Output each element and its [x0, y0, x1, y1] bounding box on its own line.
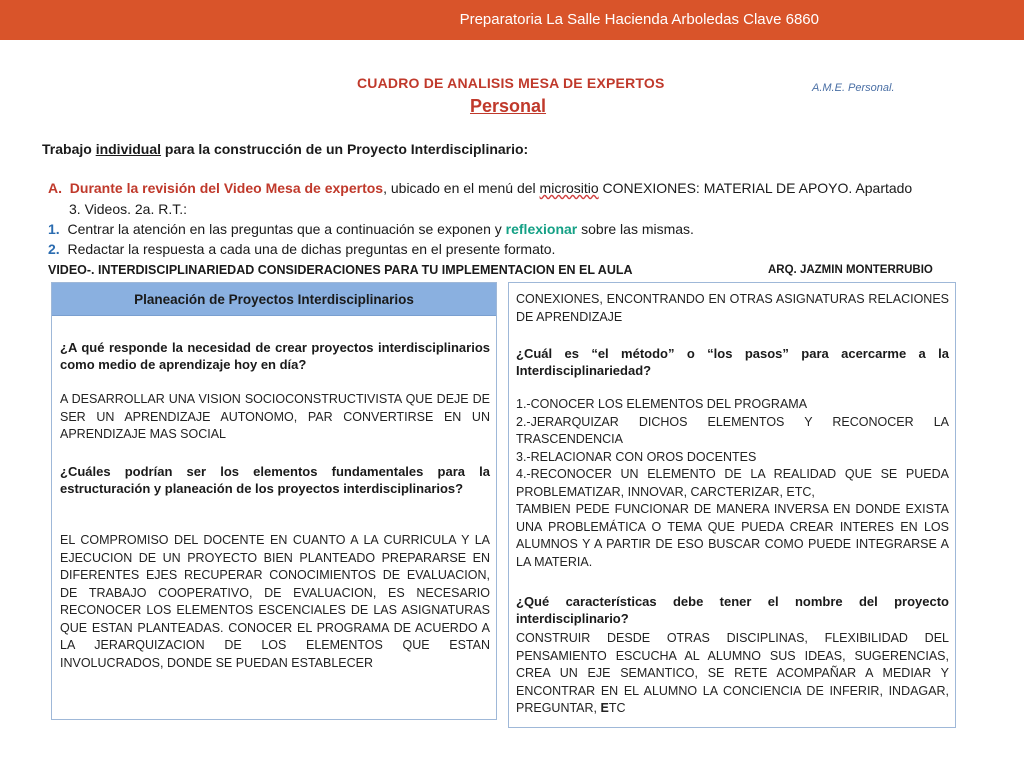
banner-title: Preparatoria La Salle Hacienda Arboledas Clave 6860	[459, 11, 819, 28]
answer-2: EL COMPROMISO DEL DOCENTE EN CUANTO A LA CURRICULA Y LA EJECUCION DE UN PROYECTO BIEN PLANTEADO PREPARARSE EN DIFERENTES EJES RECUPERAR CONOCIMIENTOS DE EVALUACION, DE TRABAJO COOPERATIVO, DE EVALUACION, ES NECESARIO RECONOCER LOS ELEMENTOS ESCENCIALES DE LAS ASIGNATURAS QUE ESTAN PLANTEADAS. CONOCER EL PROGRAMA DE ACUERDO A LA JERARQUIZACION DE LOS ELEMENTOS QUE ESTAN INVOLUCRADOS, DONDE SE PUEDAN ESTABLECER	[60, 533, 490, 670]
instruction-a: A. Durante la revisión del Video Mesa de expertos, ubicado en el menú del micrositio CONEXIONES: MATERIAL DE APOYO. Apartado	[48, 180, 913, 196]
answer-3-note: TAMBIEN PEDE FUNCIONAR DE MANERA INVERSA EN DONDE EXISTA UNA PROBLEMÁTICA O TEMA QUE PUEDA CREAR INTERES EN LOS ALUMNOS Y A PARTIR DE ESO BUSCAR COMO PUEDE INTEGRARSE A LA MATERIA.	[516, 502, 949, 569]
instruction-a-line2: 3. Videos. 2a. R.T.:	[69, 201, 188, 217]
answer-4: CONSTRUIR DESDE OTRAS DISCIPLINAS, FLEXIBILIDAD DEL PENSAMIENTO ESCUCHA AL ALUMNO SUS IDEAS, SUGERENCIAS, CREA UN EJE SEMANTICO, SE RETE ACOMPAÑAR A MEDIAR Y ENCONTRAR EN EL ALUMNO LA CONCIENCIA DE INFERIR, INDAGAR, PREGUNTAR, ETC	[516, 631, 949, 715]
answer-3-step-1: 1.-CONOCER LOS ELEMENTOS DEL PROGRAMA	[516, 397, 808, 411]
question-4: ¿Qué características debe tener el nombre del proyecto interdisciplinario?	[516, 594, 949, 626]
answer-3-step-2: 2.-JERARQUIZAR DICHOS ELEMENTOS Y RECONOCER LA TRASCENDENCIA	[516, 414, 949, 446]
right-column	[508, 282, 956, 728]
video-title: VIDEO-. INTERDISCIPLINARIEDAD CONSIDERACIONES PARA TU IMPLEMENTACION EN EL AULA	[48, 263, 633, 277]
video-author: ARQ. JAZMIN MONTERRUBIO	[768, 264, 933, 276]
top-banner	[0, 0, 1024, 40]
question-2: ¿Cuáles podrían ser los elementos fundamentales para la estructuración y planeación de los proyectos interdisciplinarios?	[60, 464, 490, 496]
document-subtitle: Personal	[470, 96, 547, 116]
left-column	[51, 282, 497, 720]
answer-3-step-4: 4.-RECONOCER UN ELEMENTO DE LA REALIDAD QUE SE PUEDA PROBLEMATIZAR, INNOVAR, CARCTERIZAR, ETC,	[516, 467, 949, 499]
document-title: CUADRO DE ANALISIS MESA DE EXPERTOS	[357, 75, 665, 91]
instruction-1: 1. Centrar la atención en las preguntas que a continuación se exponen y reflexionar sobre las mismas.	[48, 221, 694, 237]
answer-3	[516, 396, 949, 571]
answer-3-step-3: 3.-RELACIONAR CON OROS DOCENTES	[516, 449, 757, 464]
corner-note: A.M.E. Personal.	[812, 82, 895, 94]
answer-1: A DESARROLLAR UNA VISION SOCIOCONSTRUCTIVISTA QUE DEJE DE SER UN APRENDIZAJE AUTONOMO, PAR CONVERTIRSE EN UN APRENDIZAJE MAS SOCIAL	[60, 392, 490, 441]
question-1: ¿A qué responde la necesidad de crear proyectos interdisciplinarios como medio de aprendizaje hoy en día?	[60, 340, 490, 372]
section-heading: Trabajo individual para la construcción de un Proyecto Interdisciplinario:	[42, 141, 529, 157]
question-3: ¿Cuál es “el método” o “los pasos” para acercarme a la Interdisciplinariedad?	[516, 346, 949, 378]
left-column-header: Planeación de Proyectos Interdisciplinarios	[52, 283, 496, 316]
answer-continued: CONEXIONES, ENCONTRANDO EN OTRAS ASIGNATURAS RELACIONES DE APRENDIZAJE	[516, 292, 949, 324]
instruction-2: 2. Redactar la respuesta a cada una de dichas preguntas en el presente formato.	[48, 241, 556, 257]
